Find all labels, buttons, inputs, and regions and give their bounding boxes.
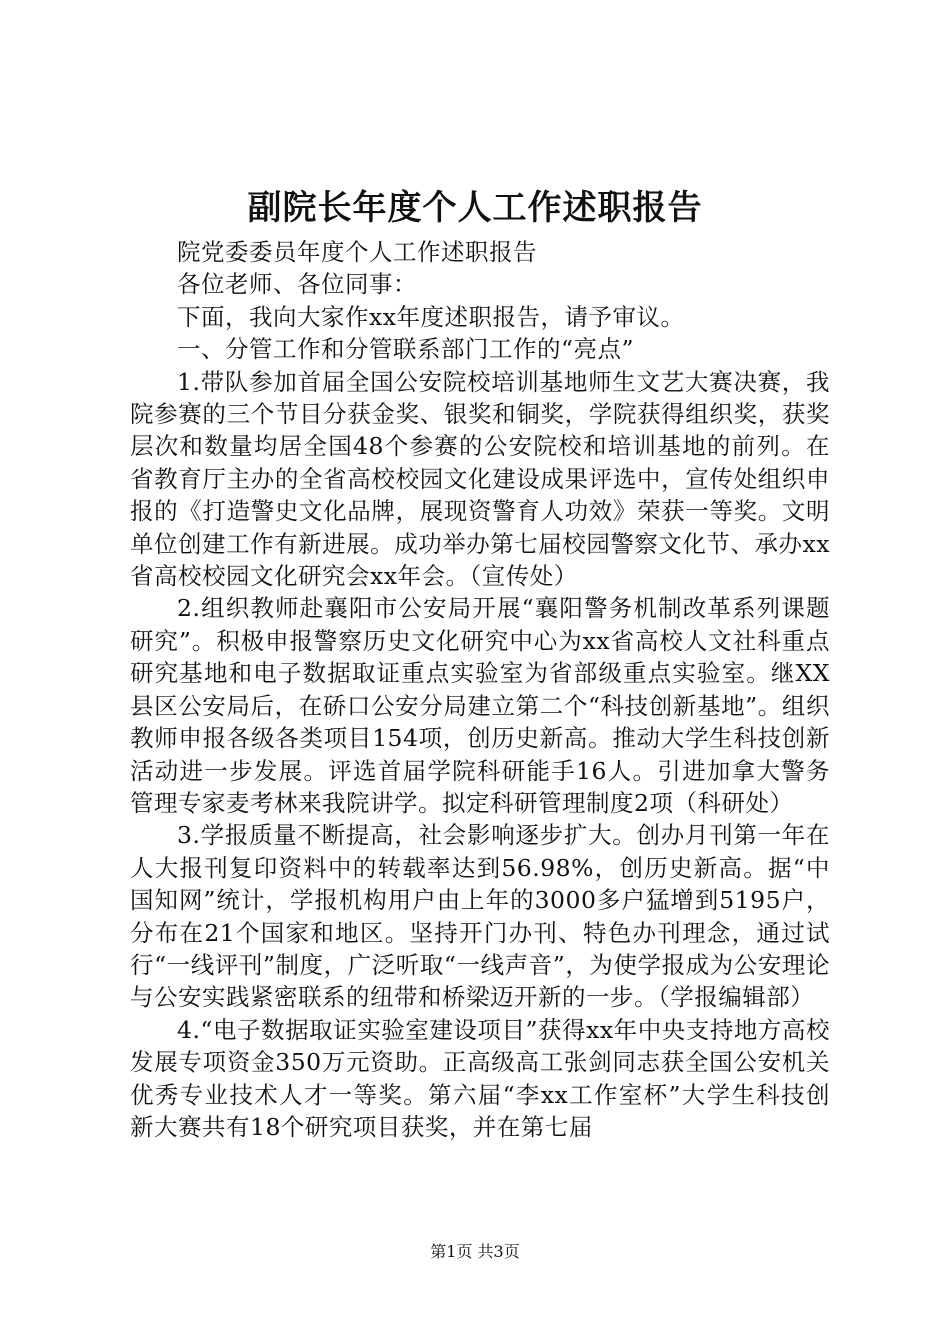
paragraph-intro: 下面，我向大家作xx年度述职报告，请予审议。 <box>177 302 685 331</box>
paragraph-salutation: 各位老师、各位同事： <box>177 270 417 299</box>
paragraph-item-2: 2.组织教师赴襄阳市公安局开展“襄阳警务机制改革系列课题研究”。积极申报警察历史文化研究中心为xx省高校人文社科重点研究基地和电子数据取证重点实验室为省部级重点实验室。继XX县区公安局后，在硚口公安分局建立第二个“科技创新基地”。组织教师申报各级各类项目154项，创历史新高。推动大学生科技创新活动进一步发展。评选首届学院科研能手16人。引进加拿大警务管理专家麦考林来我院讲学。拟定科研管理制度2项（科研处） <box>130 594 830 817</box>
paragraph-item-1: 1.带队参加首届全国公安院校培训基地师生文艺大赛决赛，我院参赛的三个节目分获金奖、银奖和铜奖，学院获得组织奖，获奖层次和数量均居全国48个参赛的公安院校和培训基地的前列。在省教育厅主办的全省高校校园文化建设成果评选中，宣传处组织申报的《打造警史文化品牌，展现资警育人功效》荣获一等奖。文明单位创建工作有新进展。成功举办第七届校园警察文化节、承办xx省高校校园文化研究会xx年会。（宣传处） <box>130 367 830 591</box>
page-number-footer: 第1页 共3页 <box>430 1242 520 1261</box>
document-title: 副院长年度个人工作述职报告 <box>247 188 703 228</box>
paragraph-item-3: 3.学报质量不断提高，社会影响逐步扩大。创办月刊第一年在人大报刊复印资料中的转载率达到56.98%，创历史新高。据“中国知网”统计，学报机构用户由上年的3000多户猛增到5195户，分布在21个国家和地区。坚持开门办刊、特色办刊理念，通过试行“一线评刊”制度，广泛听取“一线声音”，为使学报成为公安理论与公安实践紧密联系的纽带和桥梁迈开新的一步。（学报编辑部） <box>130 821 830 1012</box>
document-body <box>130 236 830 1143</box>
section-heading: 一、分管工作和分管联系部门工作的“亮点” <box>177 335 635 364</box>
paragraph-item-4: 4.“电子数据取证实验室建设项目”获得xx年中央支持地方高校发展专项资金350万元资助。正高级高工张剑同志获全国公安机关优秀专业技术人才一等奖。第六届“李xx工作室杯”大学生科技创新大赛共有18个研究项目获奖，并在第七届 <box>130 1015 830 1141</box>
paragraph-subtitle: 院党委委员年度个人工作述职报告 <box>177 238 537 266</box>
